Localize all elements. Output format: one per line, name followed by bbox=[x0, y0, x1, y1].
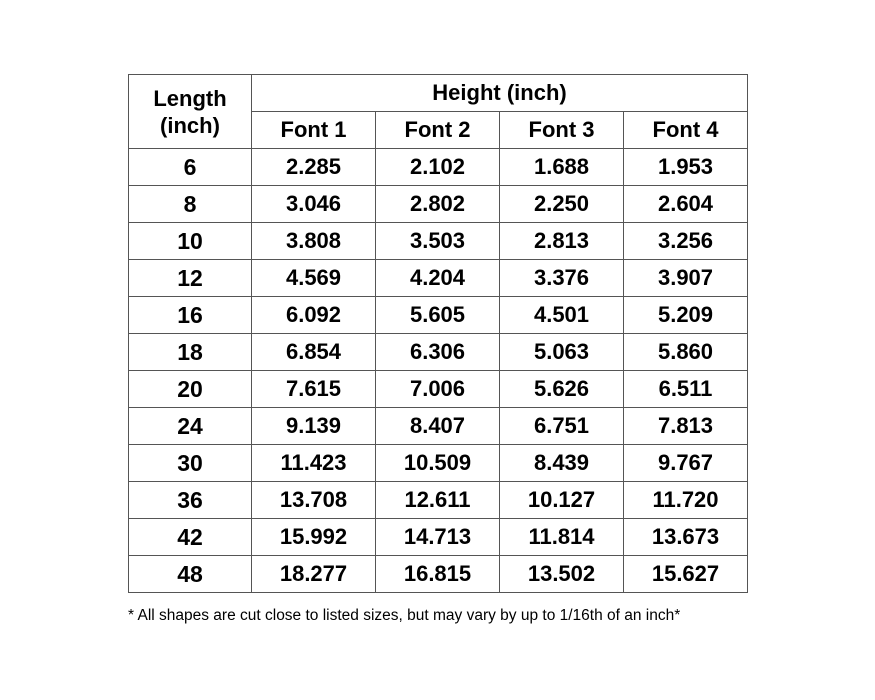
length-cell: 8 bbox=[129, 186, 252, 223]
value-cell: 3.376 bbox=[500, 260, 624, 297]
value-cell: 4.501 bbox=[500, 297, 624, 334]
size-table bbox=[128, 74, 748, 593]
value-cell: 11.720 bbox=[624, 482, 748, 519]
length-cell: 6 bbox=[129, 149, 252, 186]
value-cell: 2.604 bbox=[624, 186, 748, 223]
table-row bbox=[129, 334, 748, 371]
value-cell: 3.808 bbox=[252, 223, 376, 260]
value-cell: 6.511 bbox=[624, 371, 748, 408]
table-row bbox=[129, 556, 748, 593]
table-row bbox=[129, 186, 748, 223]
length-cell: 10 bbox=[129, 223, 252, 260]
font-3-header: Font 3 bbox=[500, 112, 624, 149]
value-cell: 2.802 bbox=[376, 186, 500, 223]
table-body bbox=[129, 149, 748, 593]
value-cell: 9.139 bbox=[252, 408, 376, 445]
value-cell: 4.204 bbox=[376, 260, 500, 297]
value-cell: 18.277 bbox=[252, 556, 376, 593]
length-cell: 16 bbox=[129, 297, 252, 334]
value-cell: 15.627 bbox=[624, 556, 748, 593]
length-cell: 30 bbox=[129, 445, 252, 482]
table-row bbox=[129, 408, 748, 445]
value-cell: 1.953 bbox=[624, 149, 748, 186]
table-row bbox=[129, 149, 748, 186]
value-cell: 3.046 bbox=[252, 186, 376, 223]
length-header-line-2: (inch) bbox=[160, 112, 220, 138]
value-cell: 8.407 bbox=[376, 408, 500, 445]
value-cell: 4.569 bbox=[252, 260, 376, 297]
value-cell: 10.509 bbox=[376, 445, 500, 482]
value-cell: 5.605 bbox=[376, 297, 500, 334]
value-cell: 6.751 bbox=[500, 408, 624, 445]
value-cell: 2.250 bbox=[500, 186, 624, 223]
value-cell: 1.688 bbox=[500, 149, 624, 186]
value-cell: 5.209 bbox=[624, 297, 748, 334]
value-cell: 6.306 bbox=[376, 334, 500, 371]
length-cell: 36 bbox=[129, 482, 252, 519]
value-cell: 14.713 bbox=[376, 519, 500, 556]
length-cell: 48 bbox=[129, 556, 252, 593]
value-cell: 10.127 bbox=[500, 482, 624, 519]
header-row-top bbox=[129, 75, 748, 112]
value-cell: 8.439 bbox=[500, 445, 624, 482]
table-row bbox=[129, 260, 748, 297]
value-cell: 7.006 bbox=[376, 371, 500, 408]
value-cell: 16.815 bbox=[376, 556, 500, 593]
value-cell: 2.102 bbox=[376, 149, 500, 186]
value-cell: 13.673 bbox=[624, 519, 748, 556]
value-cell: 12.611 bbox=[376, 482, 500, 519]
length-cell: 18 bbox=[129, 334, 252, 371]
table-row bbox=[129, 297, 748, 334]
value-cell: 15.992 bbox=[252, 519, 376, 556]
font-2-header: Font 2 bbox=[376, 112, 500, 149]
value-cell: 5.063 bbox=[500, 334, 624, 371]
table-row bbox=[129, 371, 748, 408]
value-cell: 6.854 bbox=[252, 334, 376, 371]
length-column-header bbox=[129, 75, 252, 149]
value-cell: 5.626 bbox=[500, 371, 624, 408]
value-cell: 2.813 bbox=[500, 223, 624, 260]
length-cell: 24 bbox=[129, 408, 252, 445]
font-1-header: Font 1 bbox=[252, 112, 376, 149]
table-row bbox=[129, 482, 748, 519]
value-cell: 6.092 bbox=[252, 297, 376, 334]
height-group-header: Height (inch) bbox=[252, 75, 748, 112]
table-row bbox=[129, 223, 748, 260]
table-row bbox=[129, 519, 748, 556]
value-cell: 13.708 bbox=[252, 482, 376, 519]
value-cell: 3.503 bbox=[376, 223, 500, 260]
value-cell: 7.813 bbox=[624, 408, 748, 445]
value-cell: 11.814 bbox=[500, 519, 624, 556]
value-cell: 2.285 bbox=[252, 149, 376, 186]
length-cell: 20 bbox=[129, 371, 252, 408]
value-cell: 9.767 bbox=[624, 445, 748, 482]
font-4-header: Font 4 bbox=[624, 112, 748, 149]
length-cell: 12 bbox=[129, 260, 252, 297]
table-row bbox=[129, 445, 748, 482]
value-cell: 5.860 bbox=[624, 334, 748, 371]
value-cell: 3.256 bbox=[624, 223, 748, 260]
length-cell: 42 bbox=[129, 519, 252, 556]
value-cell: 11.423 bbox=[252, 445, 376, 482]
value-cell: 7.615 bbox=[252, 371, 376, 408]
footnote: * All shapes are cut close to listed sizes, but may vary by up to 1/16th of an inch* bbox=[128, 607, 681, 624]
value-cell: 13.502 bbox=[500, 556, 624, 593]
length-header-line-1: Length bbox=[153, 85, 227, 111]
value-cell: 3.907 bbox=[624, 260, 748, 297]
